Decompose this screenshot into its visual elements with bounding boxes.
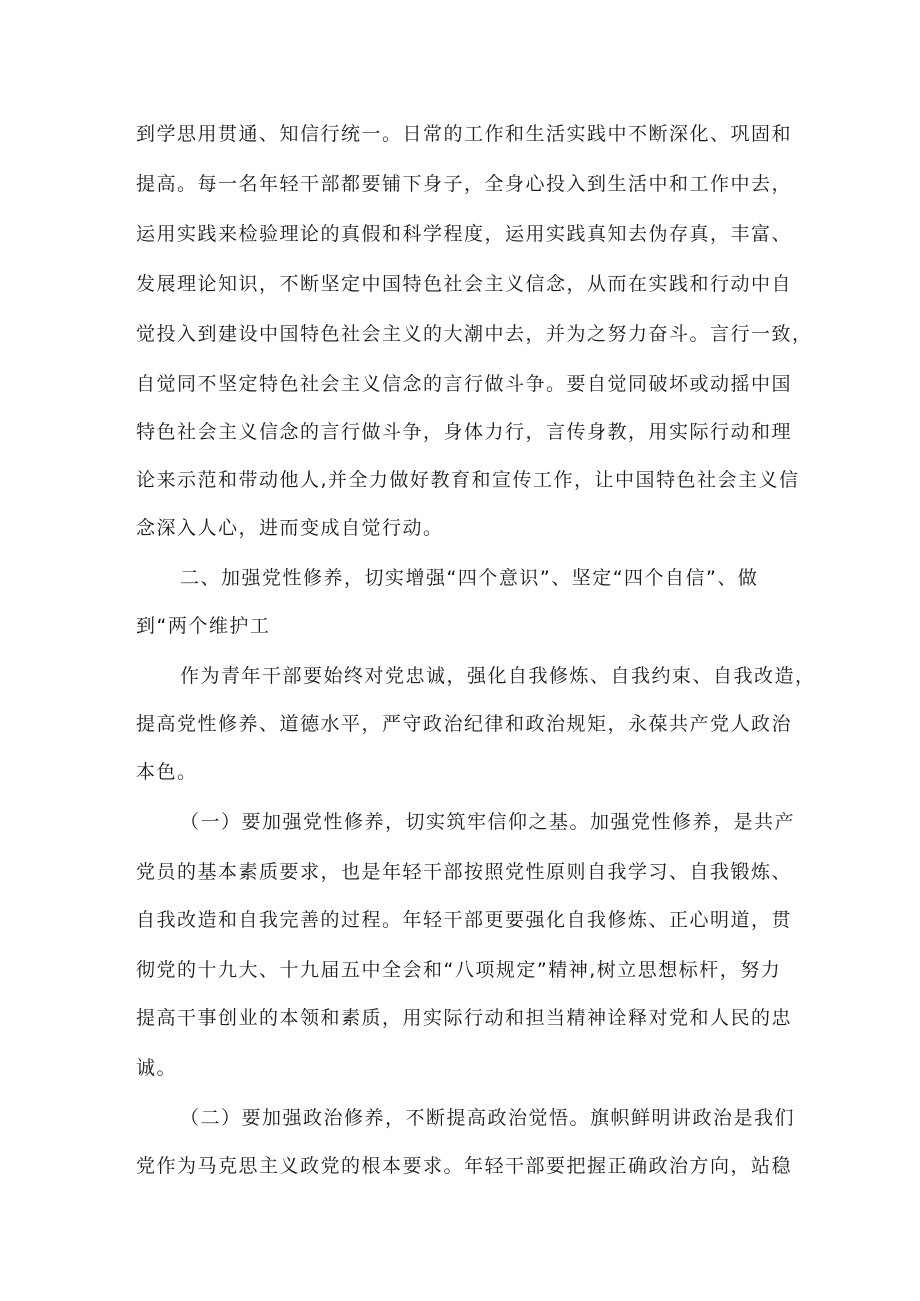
text-line: 提高干事创业的本领和素质，用实际行动和担当精神诠释对党和人民的忠 <box>136 1007 793 1029</box>
text-line: 到学思用贯通、知信行统一。日常的工作和生活实践中不断深化、巩固和 <box>136 123 793 145</box>
text-line: 党员的基本素质要求，也是年轻干部按照党性原则自我学习、自我锻炼、 <box>136 861 793 883</box>
text-line: 自我改造和自我完善的过程。年轻干部更要强化自我修炼、正心明道，贯 <box>136 909 793 931</box>
subsection-heading: （一）要加强党性修养，切实筑牢信仰之基。加强党性修养，是共产 <box>180 811 796 833</box>
text-line: 提高。每一名年轻干部都要铺下身子，全身心投入到生活中和工作中去， <box>136 173 793 195</box>
text-line: 觉投入到建设中国特色社会主义的大潮中去，并为之努力奋斗。言行一致， <box>136 323 813 345</box>
text-line: 本色。 <box>136 761 198 783</box>
text-line: 彻党的十九大、十九届五中全会和“八项规定”精神,树立思想标杆，努力 <box>136 959 782 981</box>
section-heading: 二、加强党性修养，切实增强“四个意识”、坚定“四个自信”、做 <box>180 567 759 589</box>
text-line: 作为青年干部要始终对党忠诚，强化自我修炼、自我约束、自我改造， <box>180 665 816 687</box>
text-line: 念深入人心，进而变成自觉行动。 <box>136 517 444 539</box>
text-line: 论来示范和带动他人,并全力做好教育和宣传工作，让中国特色社会主义信 <box>136 469 800 491</box>
text-line: 发展理论知识，不断坚定中国特色社会主义信念，从而在实践和行动中自 <box>136 273 793 295</box>
text-line: 特色社会主义信念的言行做斗争，身体力行，言传身教，用实际行动和理 <box>136 421 793 443</box>
section-heading: 到“两个维护工 <box>136 615 271 637</box>
text-line: 党作为马克思主义政党的根本要求。年轻干部要把握正确政治方向，站稳 <box>136 1155 793 1177</box>
text-line: 诚。 <box>136 1057 178 1079</box>
text-line: 自觉同不坚定特色社会主义信念的言行做斗争。要自觉同破坏或动摇中国 <box>136 373 793 395</box>
subsection-heading: （二）要加强政治修养，不断提高政治觉悟。旗帜鲜明讲政治是我们 <box>180 1107 796 1129</box>
text-line: 提高党性修养、道德水平，严守政治纪律和政治规矩，永葆共产党人政治 <box>136 713 793 735</box>
text-line: 运用实践来检验理论的真假和科学程度，运用实践真知去伪存真，丰富、 <box>136 223 793 245</box>
